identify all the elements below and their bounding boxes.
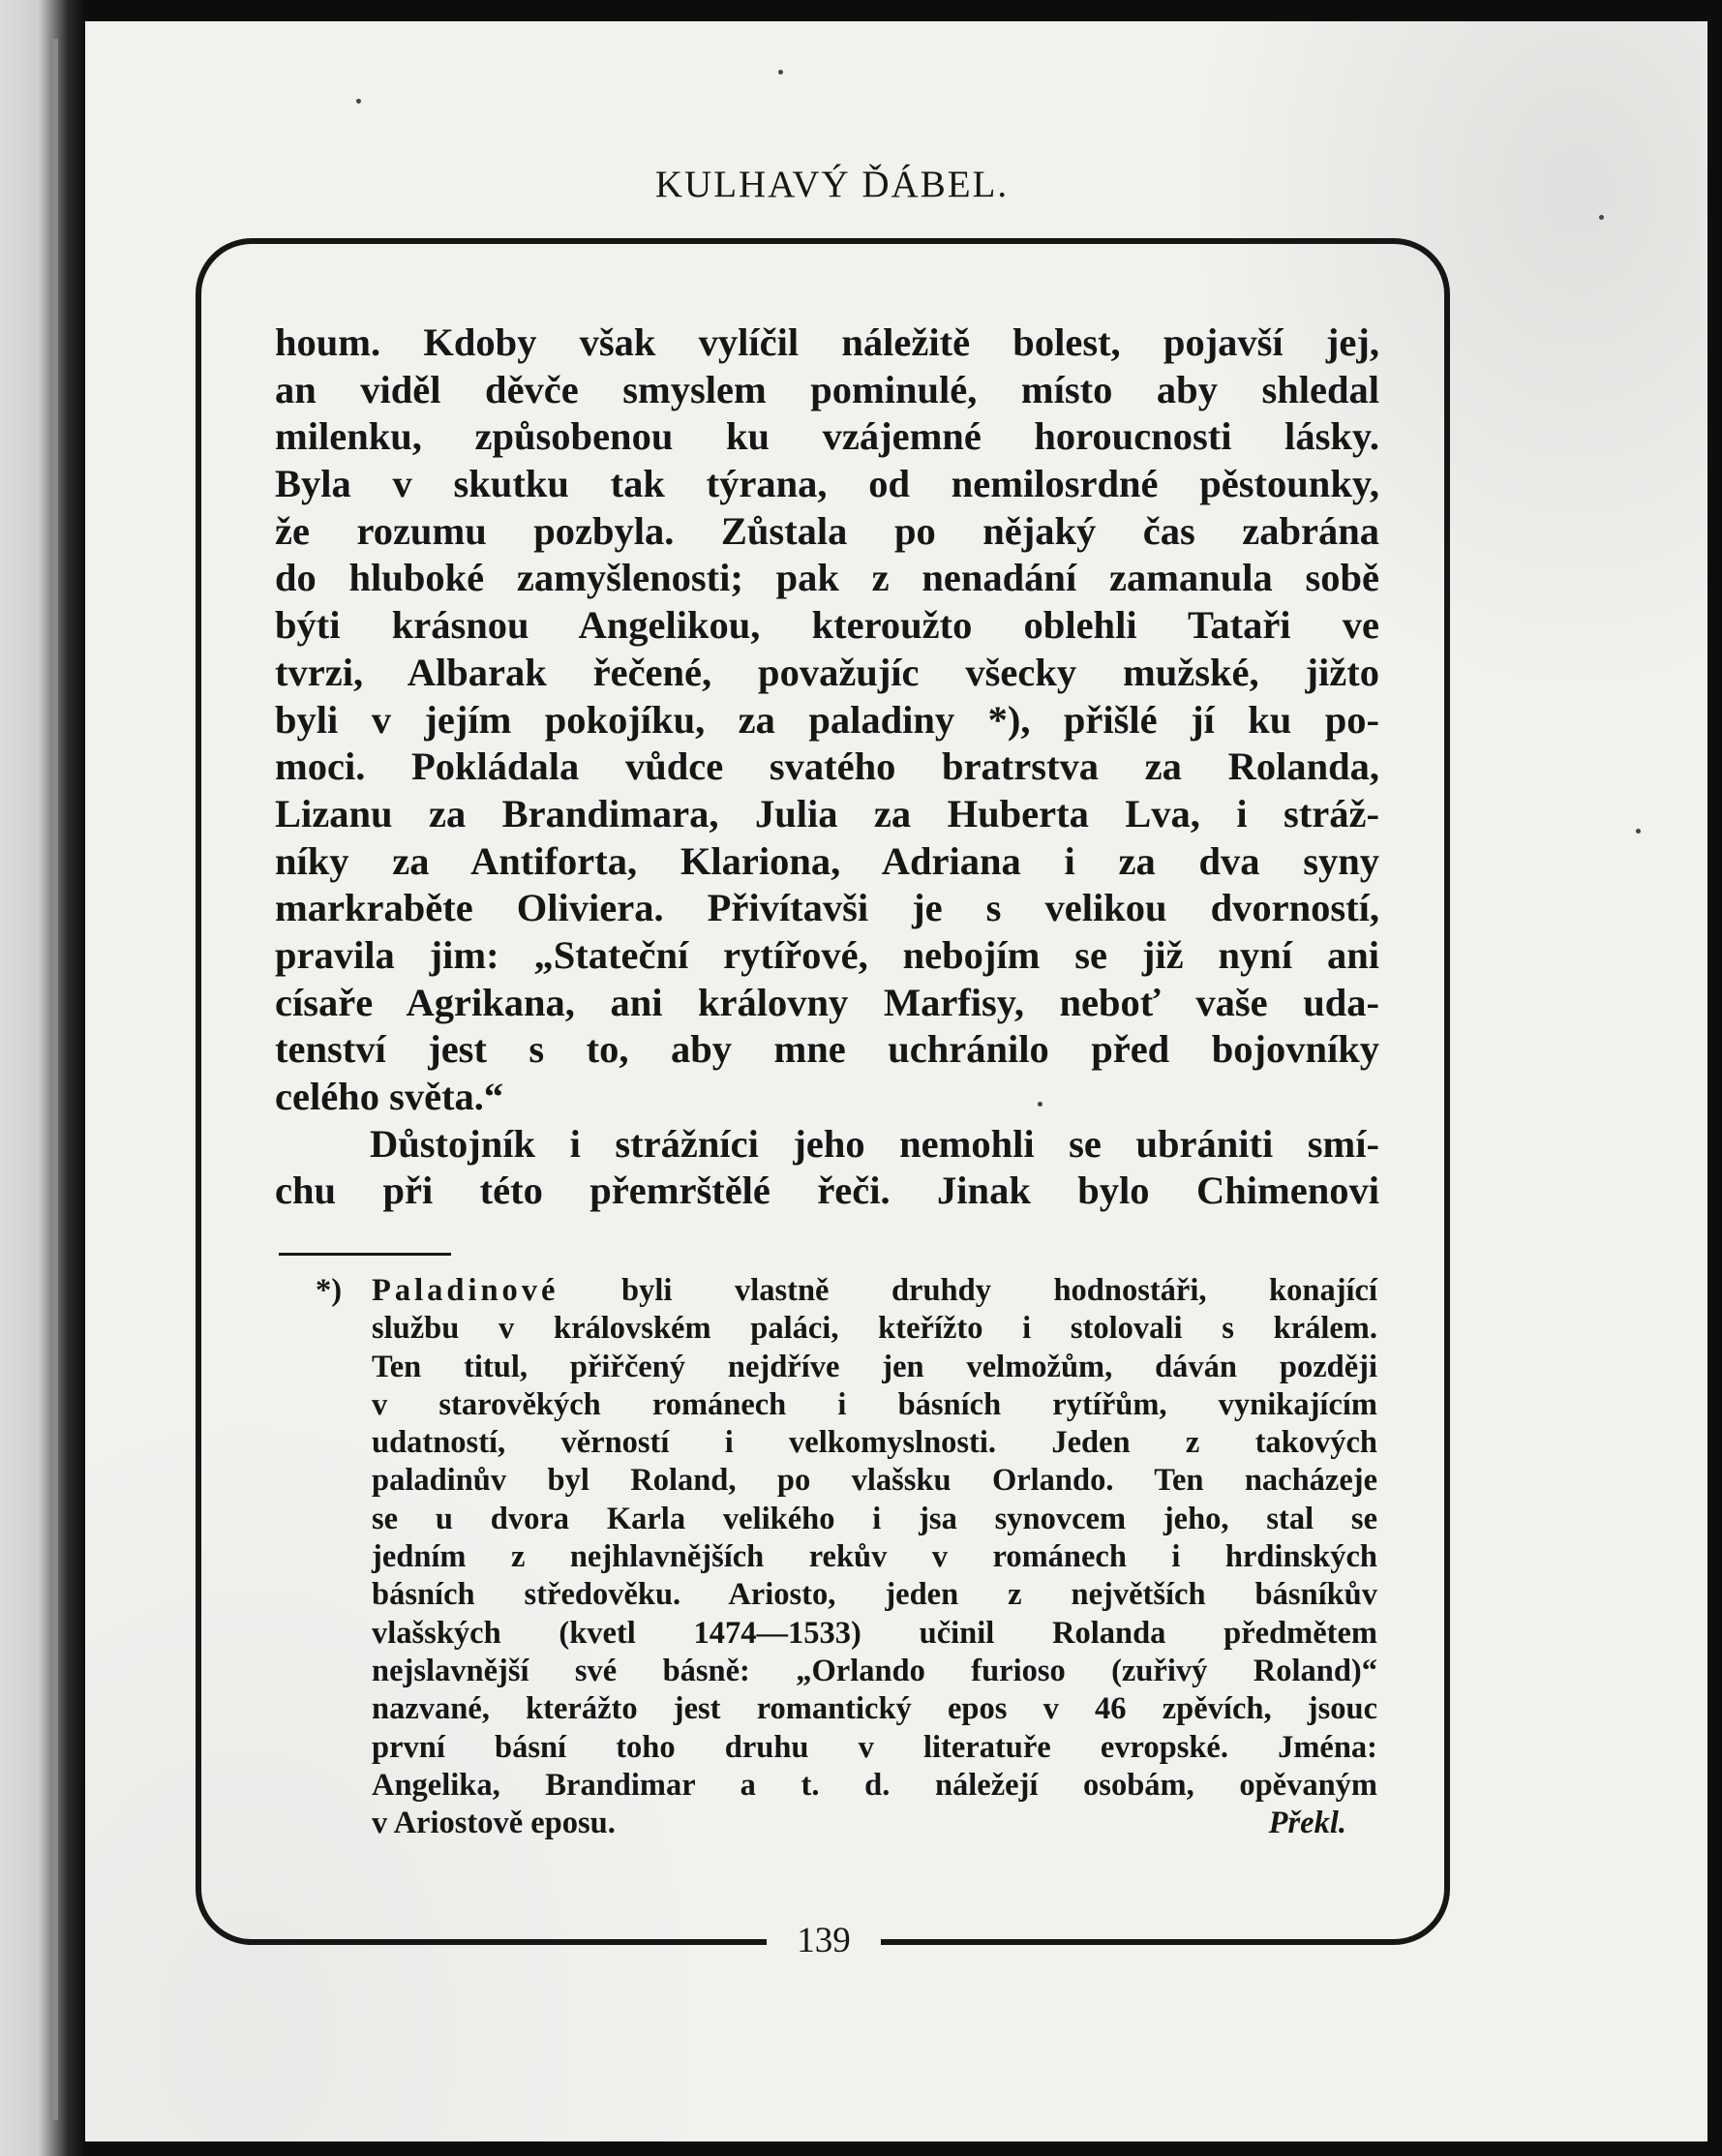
text-line: býti krásnou Angelikou, kteroužto oblehli Tataři ve (275, 603, 1379, 648)
text-line: tvrzi, Albarak řečené, považujíc všecky mužské, jižto (275, 650, 1379, 694)
text-line: Důstojník i strážníci jeho nemohli se ubrániti smí- (370, 1121, 1379, 1166)
footnote-line: vlašských (kvetl 1474—1533) učinil Rolanda předmětem (372, 1615, 1377, 1651)
footnote-line (316, 1805, 1377, 1842)
print-speck (1038, 1102, 1042, 1107)
footnote-line: udatností, věrností i velkomyslnosti. Jeden z takových (372, 1425, 1377, 1461)
translator-signature: Překl. (1268, 1806, 1346, 1841)
text-line: níky za Antiforta, Klariona, Adriana i za dva syny (275, 838, 1379, 883)
text-line: houm. Kdoby však vylíčil náležitě bolest, pojavší jej, (275, 320, 1379, 364)
footnote-mark: *) (316, 1273, 343, 1308)
print-speck (356, 99, 361, 104)
footnote-lead-word: Paladinové (372, 1273, 559, 1308)
footnote-line: nejslavnější své básně: „Orlando furioso (zuřivý Roland)“ (372, 1653, 1377, 1688)
footnote-line: Angelika, Brandimar a t. d. náležejí osobám, opěvaným (372, 1767, 1377, 1803)
text-line: do hluboké zamyšlenosti; pak z nenadání zamanula sobě (275, 556, 1379, 600)
footnote-line: první básní toho druhu v literatuře evropské. Jména: (372, 1729, 1377, 1765)
text-line: chu při této přemrštělé řeči. Jinak bylo Chimenovi (275, 1169, 1379, 1213)
text-line: že rozumu pozbyla. Zůstala po nějaký čas zabrána (275, 508, 1379, 553)
footnote-line: jedním z nejhlavnějších rekův v románech i hrdinských (372, 1539, 1377, 1575)
text-line: Lizanu za Brandimara, Julia za Huberta Lva, i stráž- (275, 791, 1379, 835)
page-number: 139 (797, 1921, 851, 1960)
facing-page-edge (52, 39, 58, 2120)
text-line: Byla v skutku tak týrana, od nemilosrdné pěstounky, (275, 462, 1379, 506)
footnote-line: básních středověku. Ariosto, jeden z největších básníkův (372, 1577, 1377, 1613)
footnote-line: Ten titul, přiřčený nejdříve jen velmožům, dáván později (372, 1349, 1377, 1384)
book-gutter (0, 0, 85, 2156)
print-speck (1599, 215, 1604, 220)
footnote-line: paladinův byl Roland, po vlašsku Orlando. Ten nacházeje (372, 1463, 1377, 1499)
footnote-last-text: v Ariostově eposu. (372, 1806, 616, 1841)
footnote-first-rest: byli vlastně druhdy hodnostáři, konající (621, 1273, 1377, 1308)
text-line: císaře Agrikana, ani královny Marfisy, neboť vaše uda- (275, 980, 1379, 1024)
print-speck (1636, 829, 1641, 834)
print-speck (778, 70, 783, 75)
footnote-line: v starověkých románech i básních rytířům, vynikajícím (372, 1386, 1377, 1422)
footnote-line: nazvané, kterážto jest romantický epos v 46 zpěvích, jsouc (372, 1691, 1377, 1727)
text-line: milenku, způsobenou ku vzájemné horoucnosti lásky. (275, 414, 1379, 459)
running-head: KULHAVÝ ĎÁBEL. (654, 164, 1010, 205)
text-line: an viděl děvče smyslem pominulé, místo aby shledal (275, 367, 1379, 411)
main-text-block (275, 319, 1379, 1215)
footnote-line: se u dvora Karla velikého i jsa synovcem jeho, stal se (372, 1501, 1377, 1536)
text-line: moci. Pokládala vůdce svatého bratrstva za Rolanda, (275, 744, 1379, 789)
footnote-line: službu v královském paláci, kteřížto i stolovali s králem. (372, 1311, 1377, 1347)
text-line: markraběte Oliviera. Přivítavši je s velikou dvorností, (275, 886, 1379, 930)
footnote-rule (279, 1253, 451, 1256)
footnote-block (316, 1272, 1377, 1842)
text-line: celého světa.“ (275, 1075, 504, 1118)
text-line: byli v jejím pokojíku, za paladiny *), přišlé jí ku po- (275, 697, 1379, 742)
text-line: tenství jest s to, aby mne uchránilo před bojovníky (275, 1027, 1379, 1072)
footnote-line (316, 1272, 1377, 1310)
text-line: pravila jim: „Stateční rytířové, nebojím se již nyní ani (275, 932, 1379, 977)
